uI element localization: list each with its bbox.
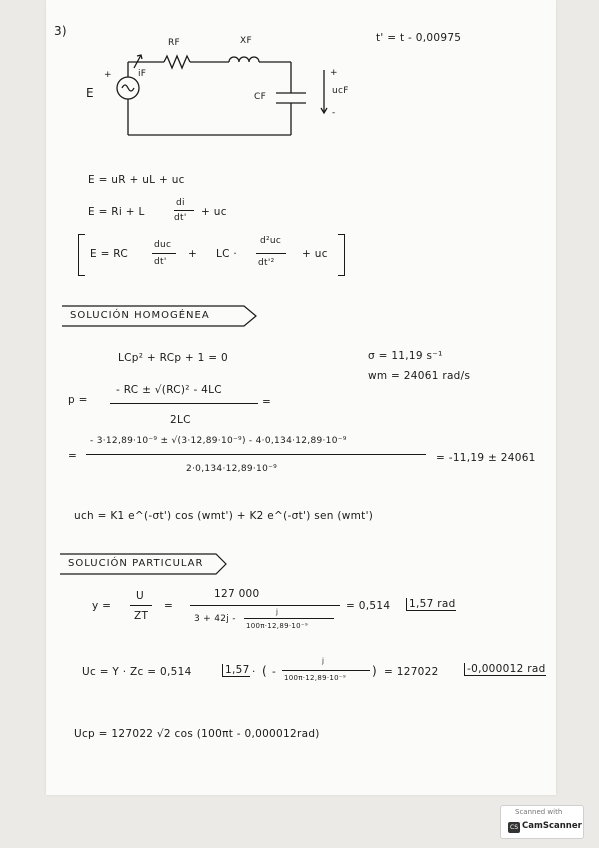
y-label: y = [92, 600, 112, 612]
diff2-den1: dt' [154, 257, 167, 267]
y-denominator: ZT [134, 610, 149, 622]
particular-solution: Ucp = 127022 √2 cos (100πt - 0,000012rad) [74, 728, 320, 740]
uc-line: Uc = Y · Zc = 0,514 [82, 666, 192, 678]
capacitor-label: CF [254, 92, 267, 102]
scanned-with-text: Scanned with [515, 808, 563, 816]
y-angle: 1,57 rad [406, 598, 456, 611]
bracket-right [338, 234, 345, 276]
camscanner-watermark [500, 805, 584, 839]
y-den2-a: 3 + 42j - [194, 614, 236, 624]
rlc-circuit-diagram [46, 0, 556, 150]
cap-voltage-plus: + [330, 68, 338, 78]
time-shift: t' = t - 0,00975 [376, 32, 462, 44]
y-den2-frac-den: 100π·12,89·10⁻⁹ [246, 622, 308, 630]
p-label: p = [68, 394, 88, 406]
diff2-num1: duc [154, 240, 172, 250]
homogeneous-solution: uch = K1 e^(-σt') cos (wmt') + K2 e^(-σt') sen (wmt') [74, 510, 374, 522]
characteristic-equation: LCp² + RCp + 1 = 0 [118, 352, 229, 364]
cap-voltage-label: ucF [332, 86, 349, 96]
y-numerator: U [136, 590, 144, 602]
bracket-left [78, 234, 85, 276]
uc-result: = 127022 [384, 666, 439, 678]
diff2-num2: d²uc [260, 236, 282, 246]
p-denominator: 2LC [170, 414, 191, 426]
diff2-den2: dt'² [258, 258, 275, 268]
diff2-rhs: + uc [302, 248, 328, 260]
uc-mul: · [252, 666, 256, 678]
y-numerator2: 127 000 [214, 588, 260, 600]
uc-paren-close: ) [372, 664, 377, 678]
problem-number: 3) [54, 24, 67, 38]
uc-frac-den: 100π·12,89·10⁻⁹ [284, 674, 346, 682]
homogeneous-heading-text: SOLUCIÓN HOMOGÉNEA [70, 310, 210, 321]
kvl-equation: E = uR + uL + uc [88, 174, 185, 186]
sub-denominator: 2·0,134·12,89·10⁻⁹ [186, 464, 278, 474]
inductor-label: XF [240, 36, 252, 46]
particular-heading-text: SOLUCIÓN PARTICULAR [68, 558, 204, 569]
sub-equals: = [68, 450, 78, 462]
diff2-lhs: E = RC [90, 248, 129, 260]
cap-voltage-minus: - [332, 108, 336, 118]
particular-heading [60, 552, 228, 576]
uc-angle1: 1,57 [222, 664, 250, 677]
diff1-lhs: E = Ri + L [88, 206, 145, 218]
source-label: E [86, 86, 94, 100]
diff1-den: dt' [174, 213, 187, 223]
uc-frac-sign: - [272, 666, 277, 678]
wm-value: wm = 24061 rad/s [368, 370, 471, 382]
diff2-plus: + [188, 248, 198, 260]
uc-angle2: -0,000012 rad [464, 663, 546, 676]
resistor-label: RF [168, 38, 181, 48]
diff2-lc: LC · [216, 248, 238, 260]
uc-frac-num: j [322, 657, 325, 665]
diff1-rhs: + uc [201, 206, 227, 218]
roots-result: = -11,19 ± 24061 [436, 452, 536, 464]
p-equals: = [262, 396, 272, 408]
sigma-value: σ = 11,19 s⁻¹ [368, 350, 443, 362]
y-result: = 0,514 [346, 600, 391, 612]
p-numerator: - RC ± √(RC)² - 4LC [116, 384, 222, 396]
uc-paren-open: ( [262, 664, 267, 678]
camscanner-brand: CamScanner [522, 821, 582, 831]
y-den2-frac-num: j [276, 608, 279, 616]
source-plus: + [104, 70, 112, 80]
homogeneous-heading [62, 304, 258, 328]
y-equals: = [164, 600, 174, 612]
current-label: iF [138, 69, 147, 79]
notebook-page [46, 0, 556, 795]
camscanner-logo-icon: CS [510, 824, 518, 831]
sub-numerator: - 3·12,89·10⁻⁹ ± √(3·12,89·10⁻⁹) - 4·0,134·12,89·10⁻⁹ [90, 436, 347, 446]
diff1-num: di [176, 198, 185, 208]
